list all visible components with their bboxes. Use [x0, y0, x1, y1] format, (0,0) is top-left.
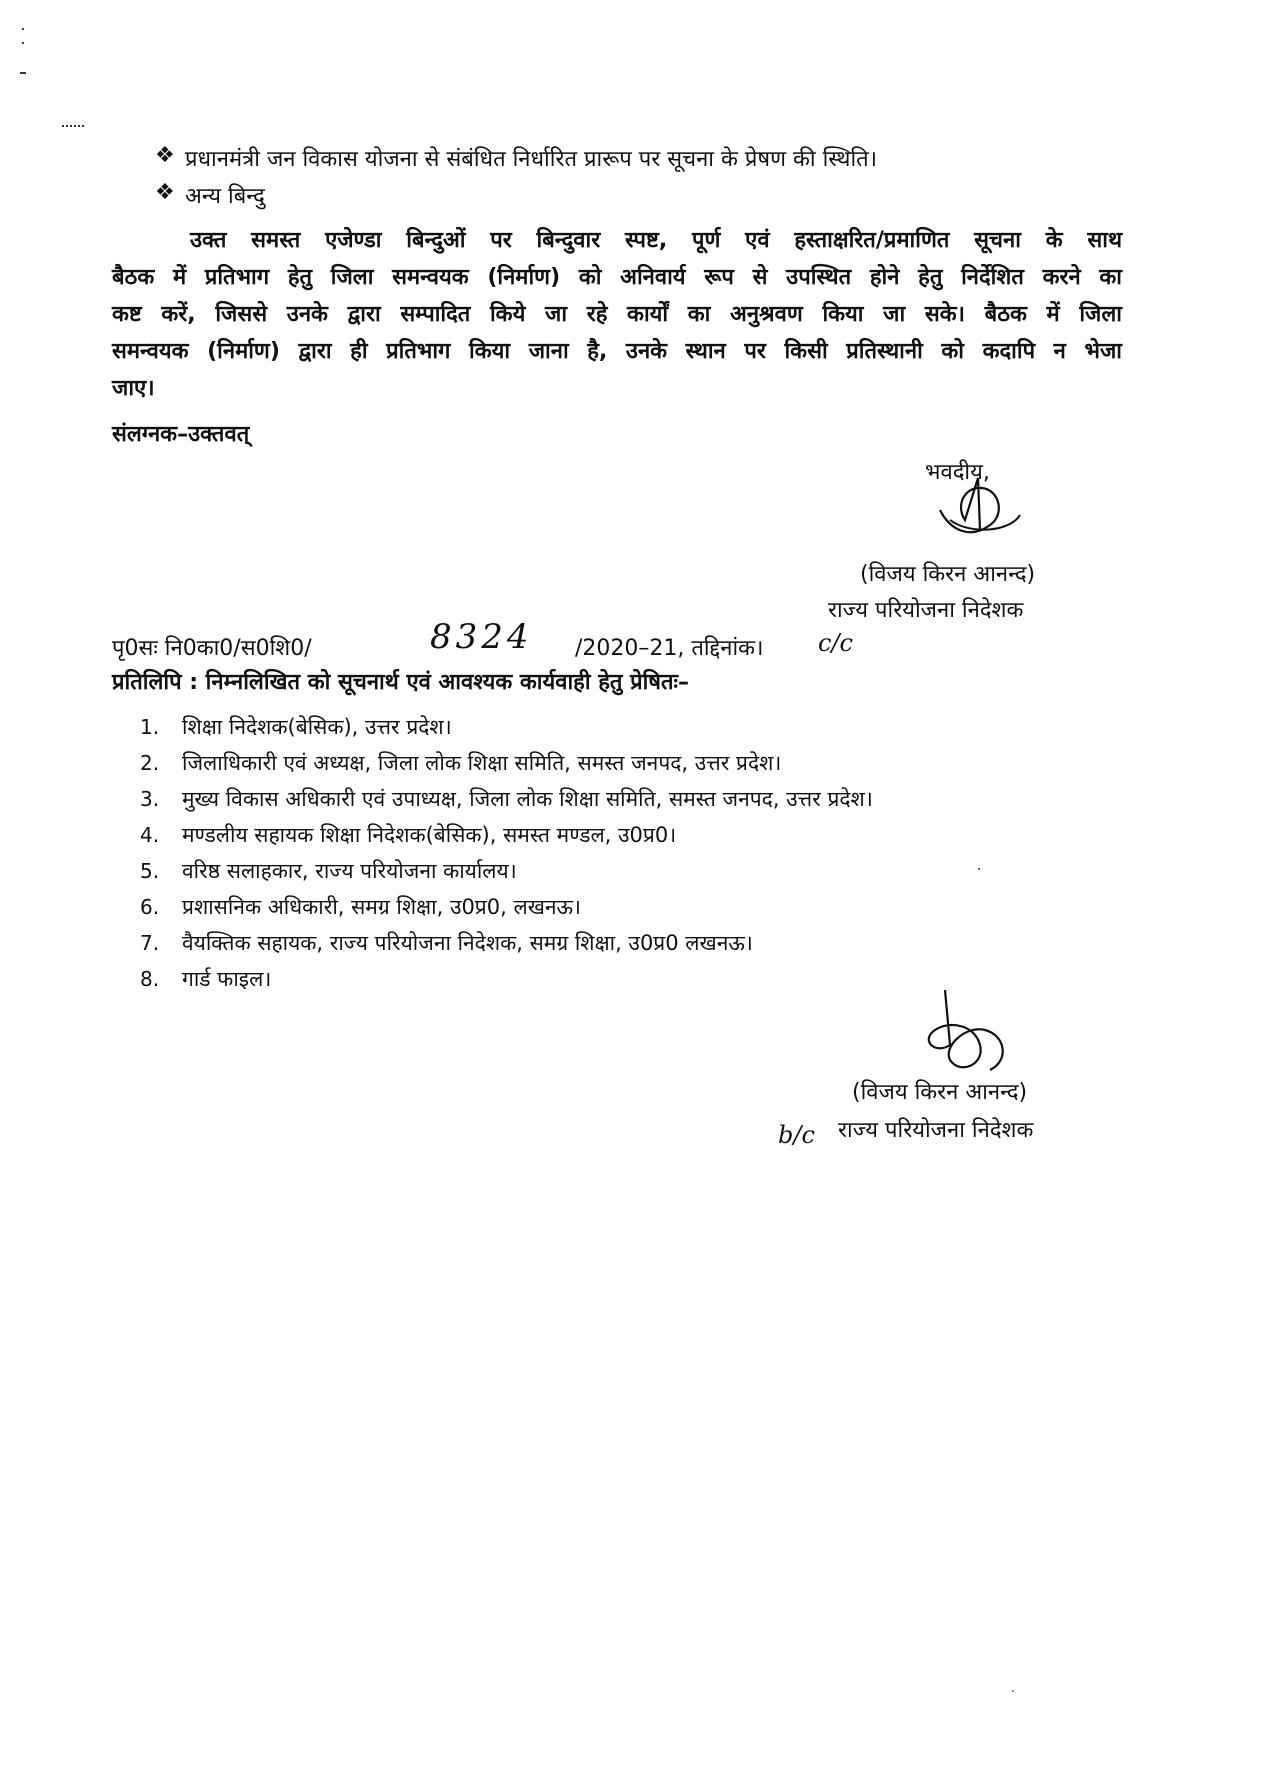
list-item: गार्ड फाइल। — [182, 967, 272, 991]
copy-heading: प्रतिलिपि : निम्नलिखित को सूचनार्थ एवं आवश्यक कार्यवाही हेतु प्रेषितः– — [112, 670, 689, 695]
signature-image — [920, 470, 1040, 550]
scan-mark — [978, 868, 980, 870]
reference-suffix: /2020–21, तद्दिनांक। — [575, 636, 764, 661]
list-item-number: 8. — [140, 967, 160, 991]
paragraph-line: कष्ट करें, जिससे उनके द्वारा सम्पादित किये जा रहे कार्यों का अनुश्रवण किया जा सके। बैठक में जिला — [112, 302, 1122, 327]
salutation: भवदीय, — [925, 460, 990, 485]
list-item-number: 3. — [140, 787, 160, 811]
signatory-name: (विजय किरन आनन्द) — [860, 562, 1036, 587]
reference-prefix: पृ0सः नि0का0/स0शि0/ — [112, 636, 312, 661]
signatory-name: (विजय किरन आनन्द) — [852, 1080, 1028, 1105]
list-item: मण्डलीय सहायक शिक्षा निदेशक(बेसिक), समस्त मण्डल, उ0प्र0। — [182, 823, 677, 847]
paragraph-line: उक्त समस्त एजेण्डा बिन्दुओं पर बिन्दुवार स्पष्ट, पूर्ण एवं हस्ताक्षरित/प्रमाणित सूचना के साथ — [190, 228, 1122, 253]
list-item-number: 7. — [140, 931, 160, 955]
list-item: वैयक्तिक सहायक, राज्य परियोजना निदेशक, समग्र शिक्षा, उ0प्र0 लखनऊ। — [182, 931, 753, 955]
list-item-number: 1. — [140, 715, 160, 739]
list-item: मुख्य विकास अधिकारी एवं उपाध्यक्ष, जिला लोक शिक्षा समिति, समस्त जनपद, उत्तर प्रदेश। — [182, 787, 873, 811]
list-item-number: 6. — [140, 895, 160, 919]
paragraph-line: जाए। — [112, 376, 155, 401]
signatory-designation: राज्य परियोजना निदेशक — [838, 1118, 1034, 1143]
handwritten-date: ⅽ/ⅽ — [818, 629, 853, 657]
list-item-number: 2. — [140, 751, 160, 775]
list-item: प्रशासनिक अधिकारी, समग्र शिक्षा, उ0प्र0, लखनऊ। — [182, 895, 581, 919]
four-diamond-bullet-icon: ❖ — [155, 143, 175, 168]
scan-mark — [1012, 1690, 1014, 1692]
list-item: जिलाधिकारी एवं अध्यक्ष, जिला लोक शिक्षा समिति, समस्त जनपद, उत्तर प्रदेश। — [182, 751, 782, 775]
signature-image — [905, 985, 1035, 1085]
bullet-item: अन्य बिन्दु — [185, 184, 265, 209]
scan-mark — [22, 28, 24, 30]
four-diamond-bullet-icon: ❖ — [155, 180, 175, 205]
signatory-designation: राज्य परियोजना निदेशक — [828, 598, 1024, 623]
enclosure-note: संलग्नक–उक्तवत् — [112, 422, 250, 447]
reference-number-handwritten: 8324 — [430, 617, 533, 657]
scan-mark — [62, 122, 84, 127]
instruction-paragraph — [112, 222, 1122, 407]
scan-mark — [20, 72, 26, 74]
list-item: शिक्षा निदेशक(बेसिक), उत्तर प्रदेश। — [182, 715, 452, 739]
scan-mark — [22, 42, 24, 44]
list-item-number: 4. — [140, 823, 160, 847]
paragraph-line: समन्वयक (निर्माण) द्वारा ही प्रतिभाग किया जाना है, उनके स्थान पर किसी प्रतिस्थानी को कदापि न भेजा — [112, 339, 1122, 364]
paragraph-line: बैठक में प्रतिभाग हेतु जिला समन्वयक (निर्माण) को अनिवार्य रूप से उपस्थित होने हेतु निर्देशित करने का — [112, 265, 1122, 290]
list-item-number: 5. — [140, 859, 160, 883]
list-item: वरिष्ठ सलाहकार, राज्य परियोजना कार्यालय। — [182, 859, 517, 883]
bullet-item: प्रधानमंत्री जन विकास योजना से संबंधित निर्धारित प्रारूप पर सूचना के प्रेषण की स्थिति। — [185, 147, 878, 172]
handwritten-note: b/c — [778, 1121, 815, 1149]
